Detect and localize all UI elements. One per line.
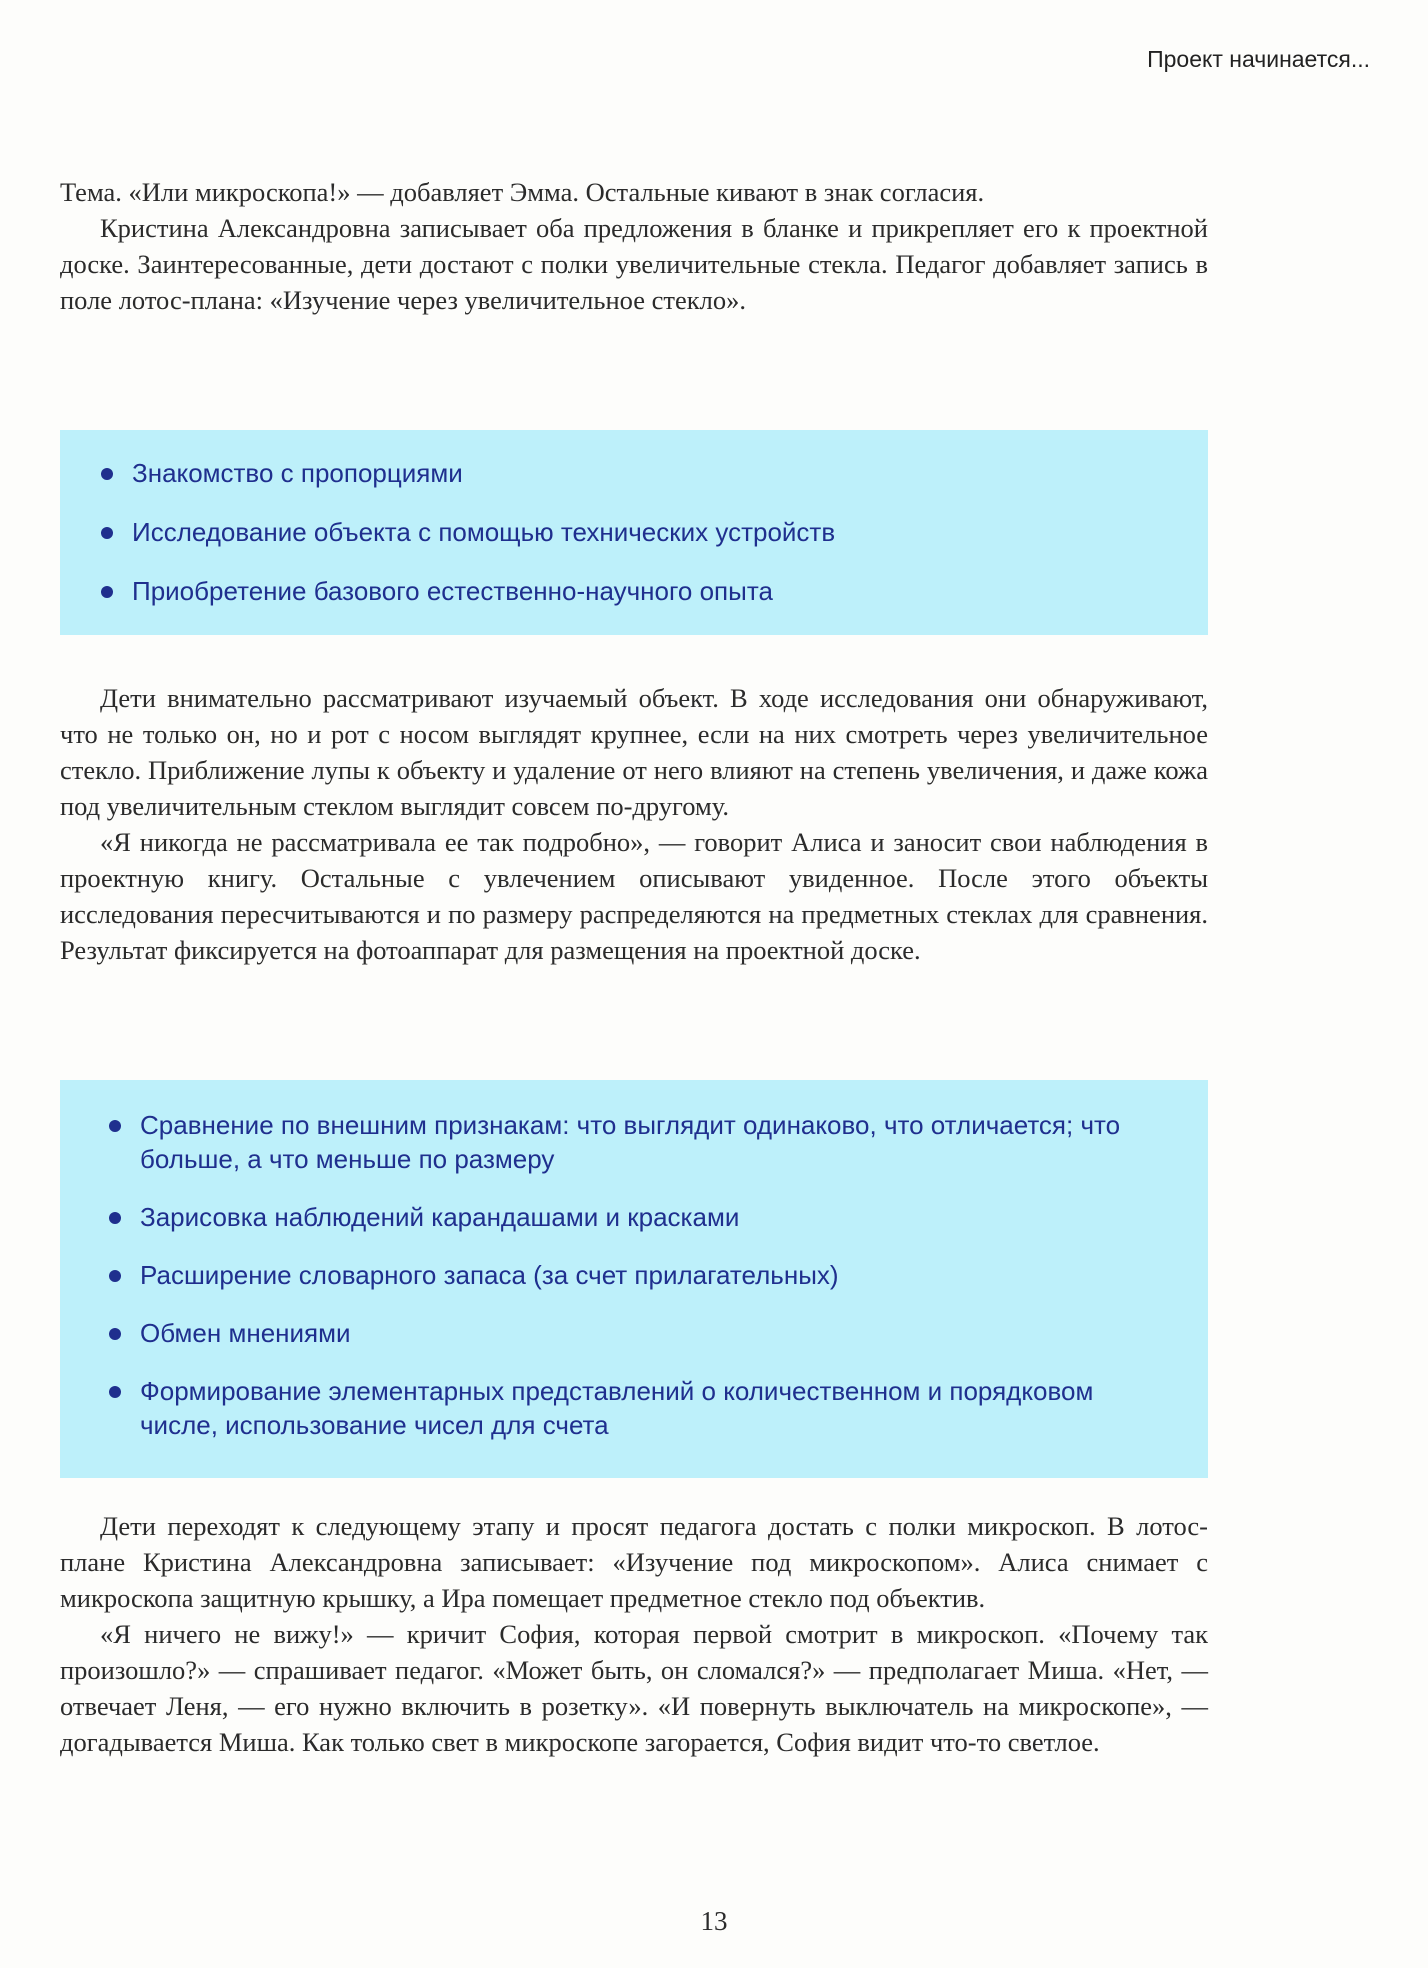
text-section-2 xyxy=(60,680,1208,968)
bullet-list xyxy=(132,456,1168,608)
bullet-icon xyxy=(109,1120,121,1132)
bullet-icon xyxy=(101,586,113,598)
paragraph: «Я ничего не вижу!» — кричит София, которая первой смотрит в микроскоп. «Почему так произошло?» — спрашивает педагог. «Может быть, он сломался?» — предполагает Миша. «Нет, — отвечает Леня, — его нужно включить в розетку». «И повернуть выключатель на микроскопе», — догадывается Миша. Как только свет в микроскопе загорается, София видит что-то светлое. xyxy=(60,1619,1208,1757)
paragraph: Дети внимательно рассматривают изучаемый объект. В ходе исследования они обнаруживают, что не только он, но и рот с носом выглядят крупнее, если на них смотреть через увеличительное стекло. Приближение лупы к объекту и удаление от него влияют на степень увеличения, и даже кожа под увеличительным стеклом выглядит совсем по-другому. xyxy=(60,683,1208,821)
bullet-icon xyxy=(109,1270,121,1282)
callout-box-goals-1 xyxy=(60,430,1208,635)
bullet-item xyxy=(140,1200,1168,1234)
callout-box-goals-2 xyxy=(60,1080,1208,1478)
bullet-item xyxy=(132,456,1168,490)
bullet-icon xyxy=(109,1328,121,1340)
bullet-text: Обмен мнениями xyxy=(140,1318,351,1348)
text-section-3 xyxy=(60,1508,1208,1760)
running-header: Проект начинается... xyxy=(1147,46,1370,72)
paragraph: Дети переходят к следующему этапу и просят педагога достать с полки микроскоп. В лотос-плане Кристина Александровна записывает: «Изучение под микроскопом». Алиса снимает с микроскопа защитную крышку, а Ира помещает предметное стекло под объектив. xyxy=(60,1511,1208,1613)
bullet-text: Расширение словарного запаса (за счет прилагательных) xyxy=(140,1260,839,1290)
paragraph: Тема. «Или микроскопа!» — добавляет Эмма. Остальные кивают в знак согласия. xyxy=(60,177,985,207)
bullet-text: Исследование объекта с помощью технических устройств xyxy=(132,517,836,547)
bullet-text: Знакомство с пропорциями xyxy=(132,458,463,488)
bullet-icon xyxy=(101,468,113,480)
text-section-1 xyxy=(60,174,1208,318)
bullet-icon xyxy=(109,1212,121,1224)
paragraph: «Я никогда не рассматривала ее так подробно», — говорит Алиса и заносит свои наблюдения в проектную книгу. Остальные с увлечением описывают увиденное. После этого объекты исследования пересчитываются и по размеру распределяются на предметных стеклах для сравнения. Результат фиксируется на фотоаппарат для размещения на проектной доске. xyxy=(60,827,1208,965)
bullet-text: Зарисовка наблюдений карандашами и красками xyxy=(140,1202,740,1232)
bullet-item xyxy=(140,1316,1168,1350)
bullet-list xyxy=(140,1108,1168,1442)
bullet-item xyxy=(132,515,1168,549)
bullet-item xyxy=(140,1258,1168,1292)
bullet-item xyxy=(140,1374,1168,1442)
bullet-text: Формирование элементарных представлений о количественном и порядковом числе, использование чисел для счета xyxy=(140,1376,1094,1440)
bullet-icon xyxy=(101,527,113,539)
bullet-item xyxy=(132,574,1168,608)
paragraph: Кристина Александровна записывает оба предложения в бланке и прикрепляет его к проектной доске. Заинтересованные, дети достают с полки увеличительные стекла. Педагог добавляет запись в поле лотос-плана: «Изучение через увеличительное стекло». xyxy=(60,213,1208,315)
bullet-item xyxy=(140,1108,1168,1176)
bullet-icon xyxy=(109,1386,121,1398)
bullet-text: Сравнение по внешним признакам: что выглядит одинаково, что отличается; что больше, а что меньше по размеру xyxy=(140,1110,1121,1174)
bullet-text: Приобретение базового естественно-научного опыта xyxy=(132,576,773,606)
page-number: 13 xyxy=(700,1906,728,1936)
